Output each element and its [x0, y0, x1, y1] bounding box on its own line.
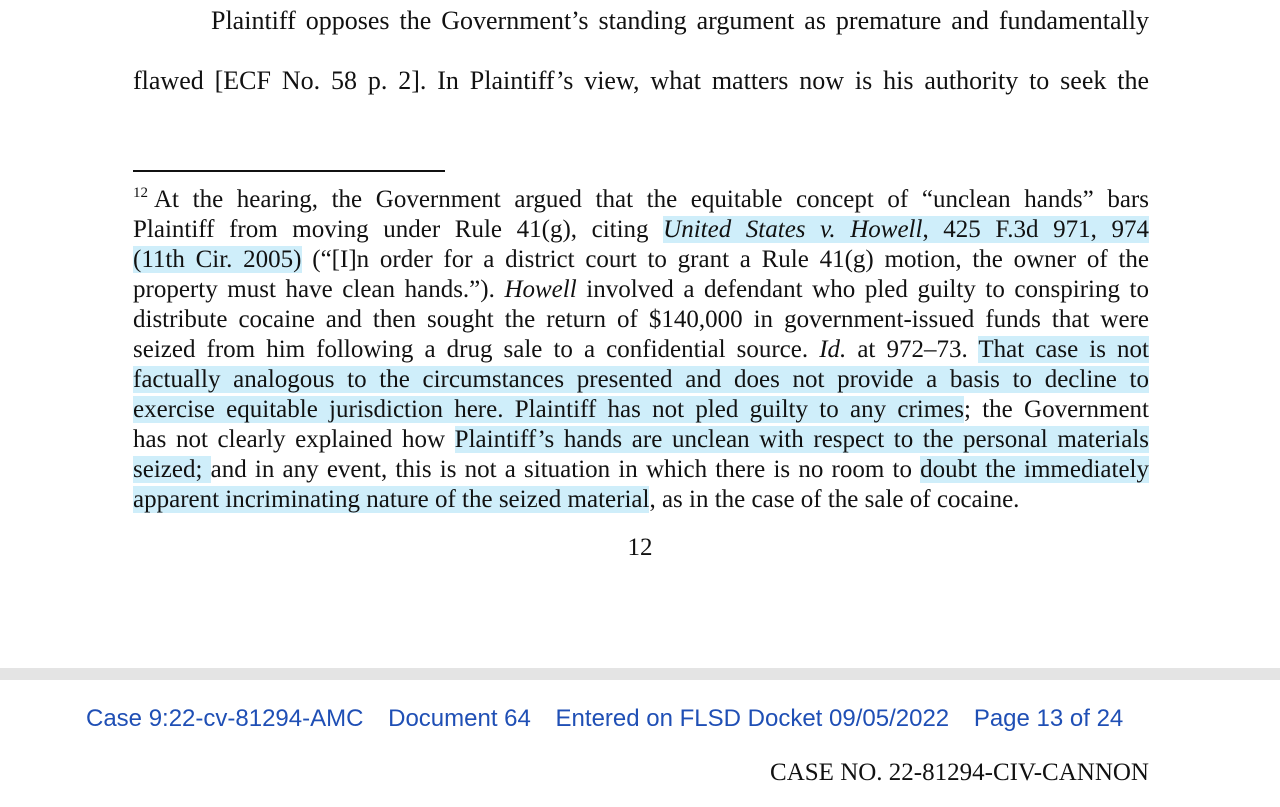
footnote-text: involved a defendant who pled guilty to conspiring to	[576, 276, 1149, 303]
highlighted-text[interactable]: doubt the immediately	[920, 456, 1149, 483]
footnote-text: ; the Government	[964, 396, 1149, 423]
footnote-line	[133, 335, 1149, 365]
case-name-italic: Howell	[504, 276, 577, 303]
footnote-text: (“[I]n order for a district court to grant a Rule 41(g) motion, the owner of the	[301, 246, 1149, 273]
case-citation-italic: United States v. Howell	[663, 216, 923, 243]
footnote-line: distribute cocaine and then sought the return of $140,000 in government-issued funds that were	[133, 306, 1149, 333]
footnote-text: property must have clean hands.”).	[133, 276, 505, 303]
page-number: 12	[627, 534, 653, 561]
footnote-text: , as in the case of the sale of cocaine.	[649, 486, 1020, 513]
highlighted-text[interactable]	[663, 216, 1149, 243]
footnote-text: , 425 F.3d 971, 974	[922, 216, 1149, 243]
highlighted-text[interactable]: seized;	[133, 456, 211, 483]
highlighted-text[interactable]: apparent incriminating nature of the seized material	[133, 486, 650, 513]
body-text-line: Plaintiff opposes the Government’s standing argument as premature and fundamentally	[211, 6, 1149, 35]
highlighted-text[interactable]: Plaintiff’s hands are unclean with respect to the personal materials	[454, 426, 1150, 453]
case-number-heading: CASE NO. 22-81294-CIV-CANNON	[770, 759, 1149, 786]
ecf-filing-header	[86, 704, 1123, 734]
footnote-line	[133, 485, 1019, 515]
footnote-text: Plaintiff from moving under Rule 41(g), citing	[133, 216, 664, 243]
footnote-line	[133, 215, 1149, 245]
highlighted-text[interactable]: (11th Cir. 2005)	[133, 246, 302, 273]
footnote-line	[133, 455, 1149, 485]
footnote-text: At the hearing, the Government argued that the equitable concept of “unclean hands” bars	[154, 186, 1149, 213]
footnote-line	[133, 365, 1149, 395]
footnote-line	[133, 395, 1149, 425]
footnote-text: and in any event, this is not a situation in which there is no room to	[210, 456, 921, 483]
id-italic: Id.	[819, 336, 847, 363]
ecf-document-number: Document 64	[388, 705, 531, 732]
ecf-case-number: Case 9:22-cv-81294-AMC	[86, 705, 364, 732]
highlighted-text[interactable]: exercise equitable jurisdiction here. Plaintiff has not pled guilty to any crimes	[133, 396, 964, 423]
highlighted-text[interactable]: That case is not	[978, 336, 1149, 363]
footnote-line	[133, 245, 1149, 275]
highlighted-text[interactable]: factually analogous to the circumstances presented and does not provide a basis to decline to	[133, 366, 1149, 393]
body-text-line: flawed [ECF No. 58 p. 2]. In Plaintiff’s view, what matters now is his authority to seek the	[133, 66, 1149, 95]
footnote-line	[133, 185, 1149, 215]
ecf-entered-date: Entered on FLSD Docket 09/05/2022	[555, 705, 950, 732]
footnote-text: has not clearly explained how	[133, 426, 455, 453]
footnote-text: seized from him following a drug sale to a confidential source.	[133, 336, 820, 363]
ecf-page-count: Page 13 of 24	[973, 705, 1124, 732]
footnote-text: at 972–73.	[846, 336, 979, 363]
footnote-line	[133, 275, 1149, 305]
page-break-separator	[0, 668, 1280, 680]
footnote-line	[133, 425, 1149, 455]
footnote-separator-rule	[133, 170, 445, 172]
footnote-marker: 12	[133, 185, 148, 201]
